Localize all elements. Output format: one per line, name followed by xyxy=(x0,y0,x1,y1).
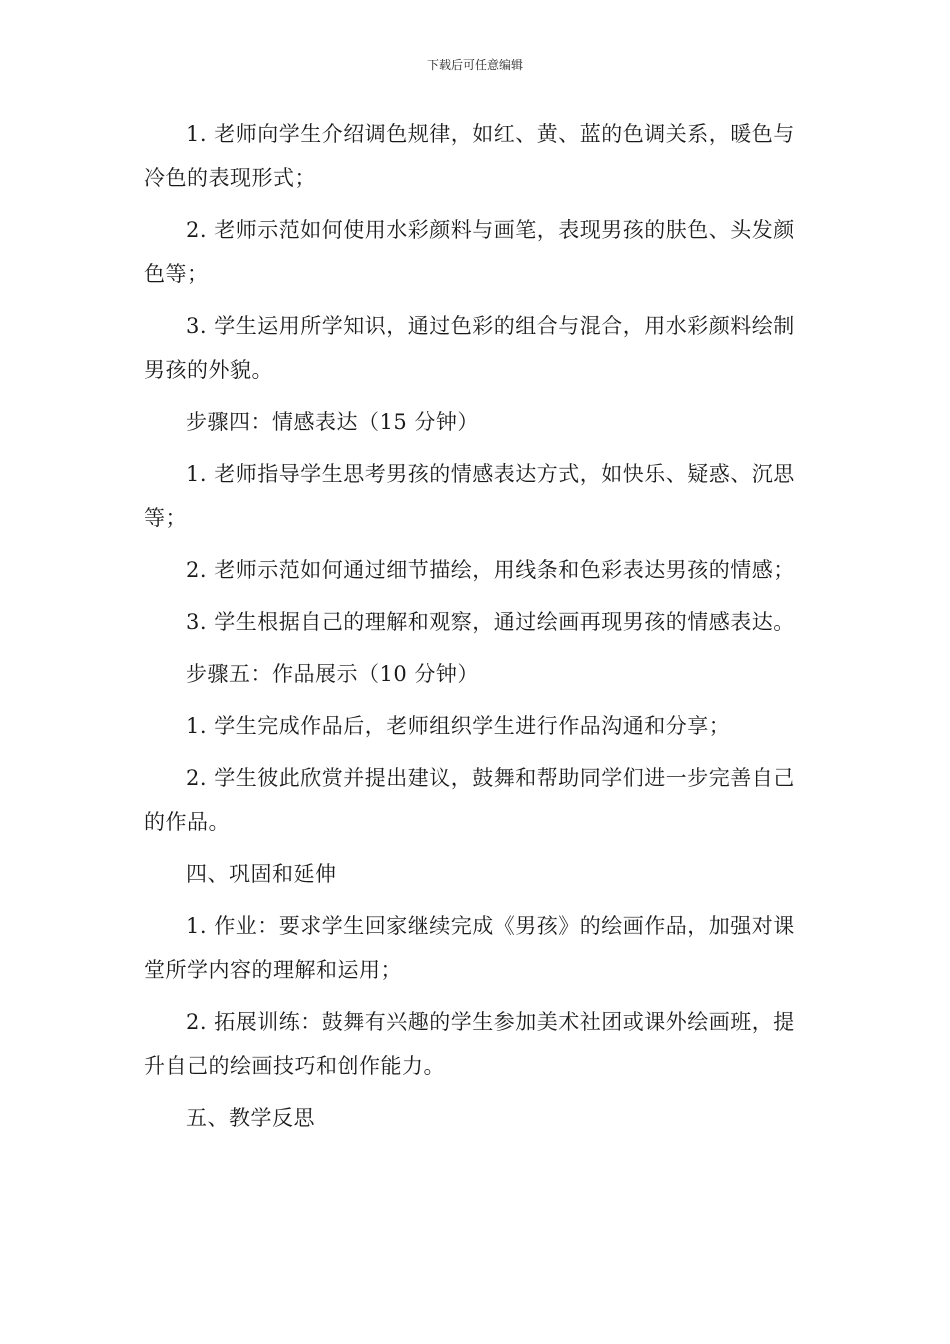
paragraph-watercolor-demo: 2. 老师示范如何使用水彩颜料与画笔，表现男孩的肤色、头发颜色等； xyxy=(144,218,795,286)
paragraph-homework: 1. 作业：要求学生回家继续完成《男孩》的绘画作品，加强对课堂所学内容的理解和运用； xyxy=(144,914,795,982)
section-heading-step5: 步骤五：作品展示（10 分钟） xyxy=(186,662,479,686)
section-heading-step4: 步骤四：情感表达（15 分钟） xyxy=(186,410,479,434)
paragraph-emotion-demo: 2. 老师示范如何通过细节描绘，用线条和色彩表达男孩的情感； xyxy=(186,558,795,582)
paragraph-color-rules: 1. 老师向学生介绍调色规律，如红、黄、蓝的色调关系，暖色与冷色的表现形式； xyxy=(144,122,795,190)
paragraph-peer-review: 2. 学生彼此欣赏并提出建议，鼓舞和帮助同学们进一步完善自己的作品。 xyxy=(144,766,795,834)
section-heading-reflection: 五、教学反思 xyxy=(186,1106,315,1130)
paragraph-student-painting: 3. 学生运用所学知识，通过色彩的组合与混合，用水彩颜料绘制男孩的外貌。 xyxy=(144,314,795,382)
paragraph-emotion-guidance: 1. 老师指导学生思考男孩的情感表达方式，如快乐、疑惑、沉思等； xyxy=(144,462,795,530)
page-header: 下载后可任意编辑 xyxy=(426,58,523,72)
paragraph-work-share: 1. 学生完成作品后，老师组织学生进行作品沟通和分享； xyxy=(186,714,731,738)
section-heading-consolidate: 四、巩固和延伸 xyxy=(186,862,337,886)
document-body xyxy=(144,112,808,1148)
paragraph-extension: 2. 拓展训练：鼓舞有兴趣的学生参加美术社团或课外绘画班，提升自己的绘画技巧和创作能力。 xyxy=(144,1010,795,1078)
paragraph-emotion-student: 3. 学生根据自己的理解和观察，通过绘画再现男孩的情感表达。 xyxy=(186,610,795,634)
